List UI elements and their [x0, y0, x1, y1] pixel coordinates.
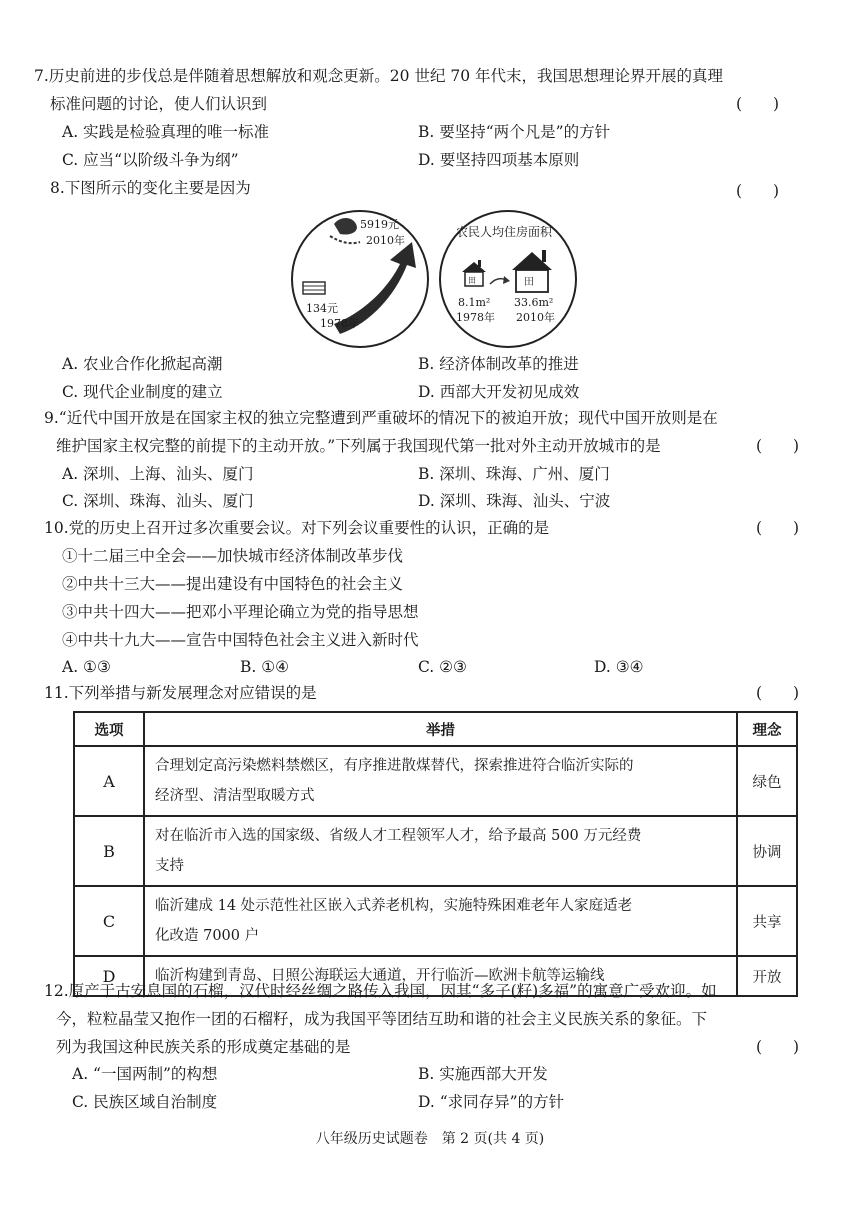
q7-stem-line2: 标准问题的讨论，使人们认识到	[50, 95, 268, 113]
housing-circle	[440, 211, 576, 347]
q12-stem-line2: 今，粒粒晶莹又抱作一团的石榴籽，成为我国平等团结互助和谐的社会主义民族关系的象征。下	[56, 1010, 708, 1028]
q7-stem-line1: 7.历史前进的步伐总是伴随着思想解放和观念更新。20 世纪 70 年代末，我国思想理论界开展的真理	[34, 67, 724, 85]
q10-option-a: A. ①③	[62, 658, 111, 676]
q12-option-c: C. 民族区域自治制度	[72, 1093, 218, 1111]
q10-option-b: B. ①④	[240, 658, 290, 676]
measure-line: 对在临沂市入选的国家级、省级人才工程领军人才，给予最高 500 万元经费	[155, 828, 642, 844]
q12-option-a: A. “一国两制”的构想	[72, 1065, 218, 1083]
row-option: D	[74, 956, 144, 996]
q8-option-c: C. 现代企业制度的建立	[62, 383, 223, 401]
measure-line: 支持	[155, 858, 184, 874]
header-measure: 举措	[144, 712, 737, 746]
q7-option-a: A. 实践是检验真理的唯一标准	[62, 123, 270, 141]
housing-big-value: 33.6m²	[514, 296, 554, 309]
q8-option-b: B. 经济体制改革的推进	[418, 355, 579, 373]
q9-stem-line1: 9.“近代中国开放是在国家主权的独立完整遭到严重破坏的情况下的被迫开放；现代中国开放则是在	[44, 409, 718, 427]
q12-answer-paren: ( )	[756, 1038, 800, 1056]
income-top-value: 5919元	[360, 218, 399, 231]
q8-answer-paren: ( )	[736, 182, 780, 200]
income-circle	[292, 211, 428, 347]
header-concept: 理念	[737, 712, 797, 746]
q9-stem-line2: 维护国家主权完整的前提下的主动开放。”下列属于我国现代第一批对外主动开放城市的是	[56, 437, 661, 455]
row-concept: 共享	[737, 886, 797, 956]
measure-line: 经济型、清洁型取暖方式	[155, 788, 315, 804]
q12-option-d: D. “求同存异”的方针	[418, 1093, 565, 1111]
q8-option-a: A. 农业合作化掀起高潮	[62, 355, 223, 373]
q10-answer-paren: ( )	[756, 519, 800, 537]
row-concept: 协调	[737, 816, 797, 886]
table-row	[74, 816, 797, 886]
q7-option-d: D. 要坚持四项基本原则	[418, 151, 580, 169]
measure-line: 化改造 7000 户	[155, 928, 260, 944]
q9-option-c: C. 深圳、珠海、汕头、厦门	[62, 492, 254, 510]
row-concept: 绿色	[737, 746, 797, 816]
q9-option-d: D. 深圳、珠海、汕头、宁波	[418, 492, 611, 510]
measure-line: 临沂建成 14 处示范性社区嵌入式养老机构，实施特殊困难老年人家庭适老	[155, 898, 633, 914]
page-footer: 八年级历史试题卷 第 2 页(共 4 页)	[315, 1131, 545, 1147]
q10-item-3: ③中共十四大——把邓小平理论确立为党的指导思想	[62, 603, 419, 621]
q7-option-c: C. 应当“以阶级斗争为纲”	[62, 151, 239, 169]
q8-stem: 8.下图所示的变化主要是因为	[50, 179, 251, 197]
table-header-row	[74, 712, 797, 746]
income-bottom-value: 134元	[306, 302, 338, 315]
q11-table	[73, 711, 798, 997]
q9-option-b: B. 深圳、珠海、广州、厦门	[418, 465, 610, 483]
q10-item-2: ②中共十三大——提出建设有中国特色的社会主义	[62, 575, 404, 593]
q7-option-b: B. 要坚持“两个凡是”的方针	[418, 123, 611, 141]
row-concept: 开放	[737, 956, 797, 996]
small-house-char: 田	[468, 276, 476, 285]
q10-stem: 10.党的历史上召开过多次重要会议。对下列会议重要性的认识，正确的是	[44, 519, 550, 537]
q11-answer-paren: ( )	[756, 684, 800, 702]
q12-option-b: B. 实施西部大开发	[418, 1065, 548, 1083]
q8-figure	[290, 206, 580, 352]
table-row	[74, 746, 797, 816]
measure-line: 合理划定高污染燃料禁燃区，有序推进散煤替代，探索推进符合临沂实际的	[155, 758, 634, 774]
row-measure	[144, 886, 737, 956]
table-row	[74, 886, 797, 956]
housing-small-year: 1978年	[456, 311, 495, 324]
measure-line: 临沂构建到青岛、日照公海联运大通道，开行临沂—欧洲卡航等运输线	[155, 968, 605, 984]
housing-title: 农民人均住房面积	[456, 225, 553, 239]
housing-big-year: 2010年	[516, 311, 555, 324]
income-top-year: 2010年	[366, 234, 405, 247]
header-option: 选项	[74, 712, 144, 746]
q10-option-c: C. ②③	[418, 658, 467, 676]
housing-small-value: 8.1m²	[458, 296, 491, 309]
row-option: C	[74, 886, 144, 956]
income-bottom-year: 1978年	[320, 317, 359, 330]
q10-item-1: ①十二届三中全会——加快城市经济体制改革步伐	[62, 547, 404, 565]
q10-item-4: ④中共十九大——宣告中国特色社会主义进入新时代	[62, 631, 419, 649]
row-measure	[144, 816, 737, 886]
q10-option-d: D. ③④	[594, 658, 644, 676]
q11-stem: 11.下列举措与新发展理念对应错误的是	[44, 684, 317, 702]
q7-answer-paren: ( )	[736, 95, 780, 113]
q9-answer-paren: ( )	[756, 437, 800, 455]
q9-option-a: A. 深圳、上海、汕头、厦门	[62, 465, 254, 483]
q12-stem-line1: 12.原产于古安息国的石榴，汉代时经丝绸之路传入我国，因其“多子(籽)多福”的寓意广受欢迎。如	[44, 982, 717, 1000]
row-option: B	[74, 816, 144, 886]
q8-option-d: D. 西部大开发初见成效	[418, 383, 580, 401]
big-house-char: 田	[524, 277, 534, 288]
row-option: A	[74, 746, 144, 816]
row-measure	[144, 746, 737, 816]
q12-stem-line3: 列为我国这种民族关系的形成奠定基础的是	[56, 1038, 351, 1056]
